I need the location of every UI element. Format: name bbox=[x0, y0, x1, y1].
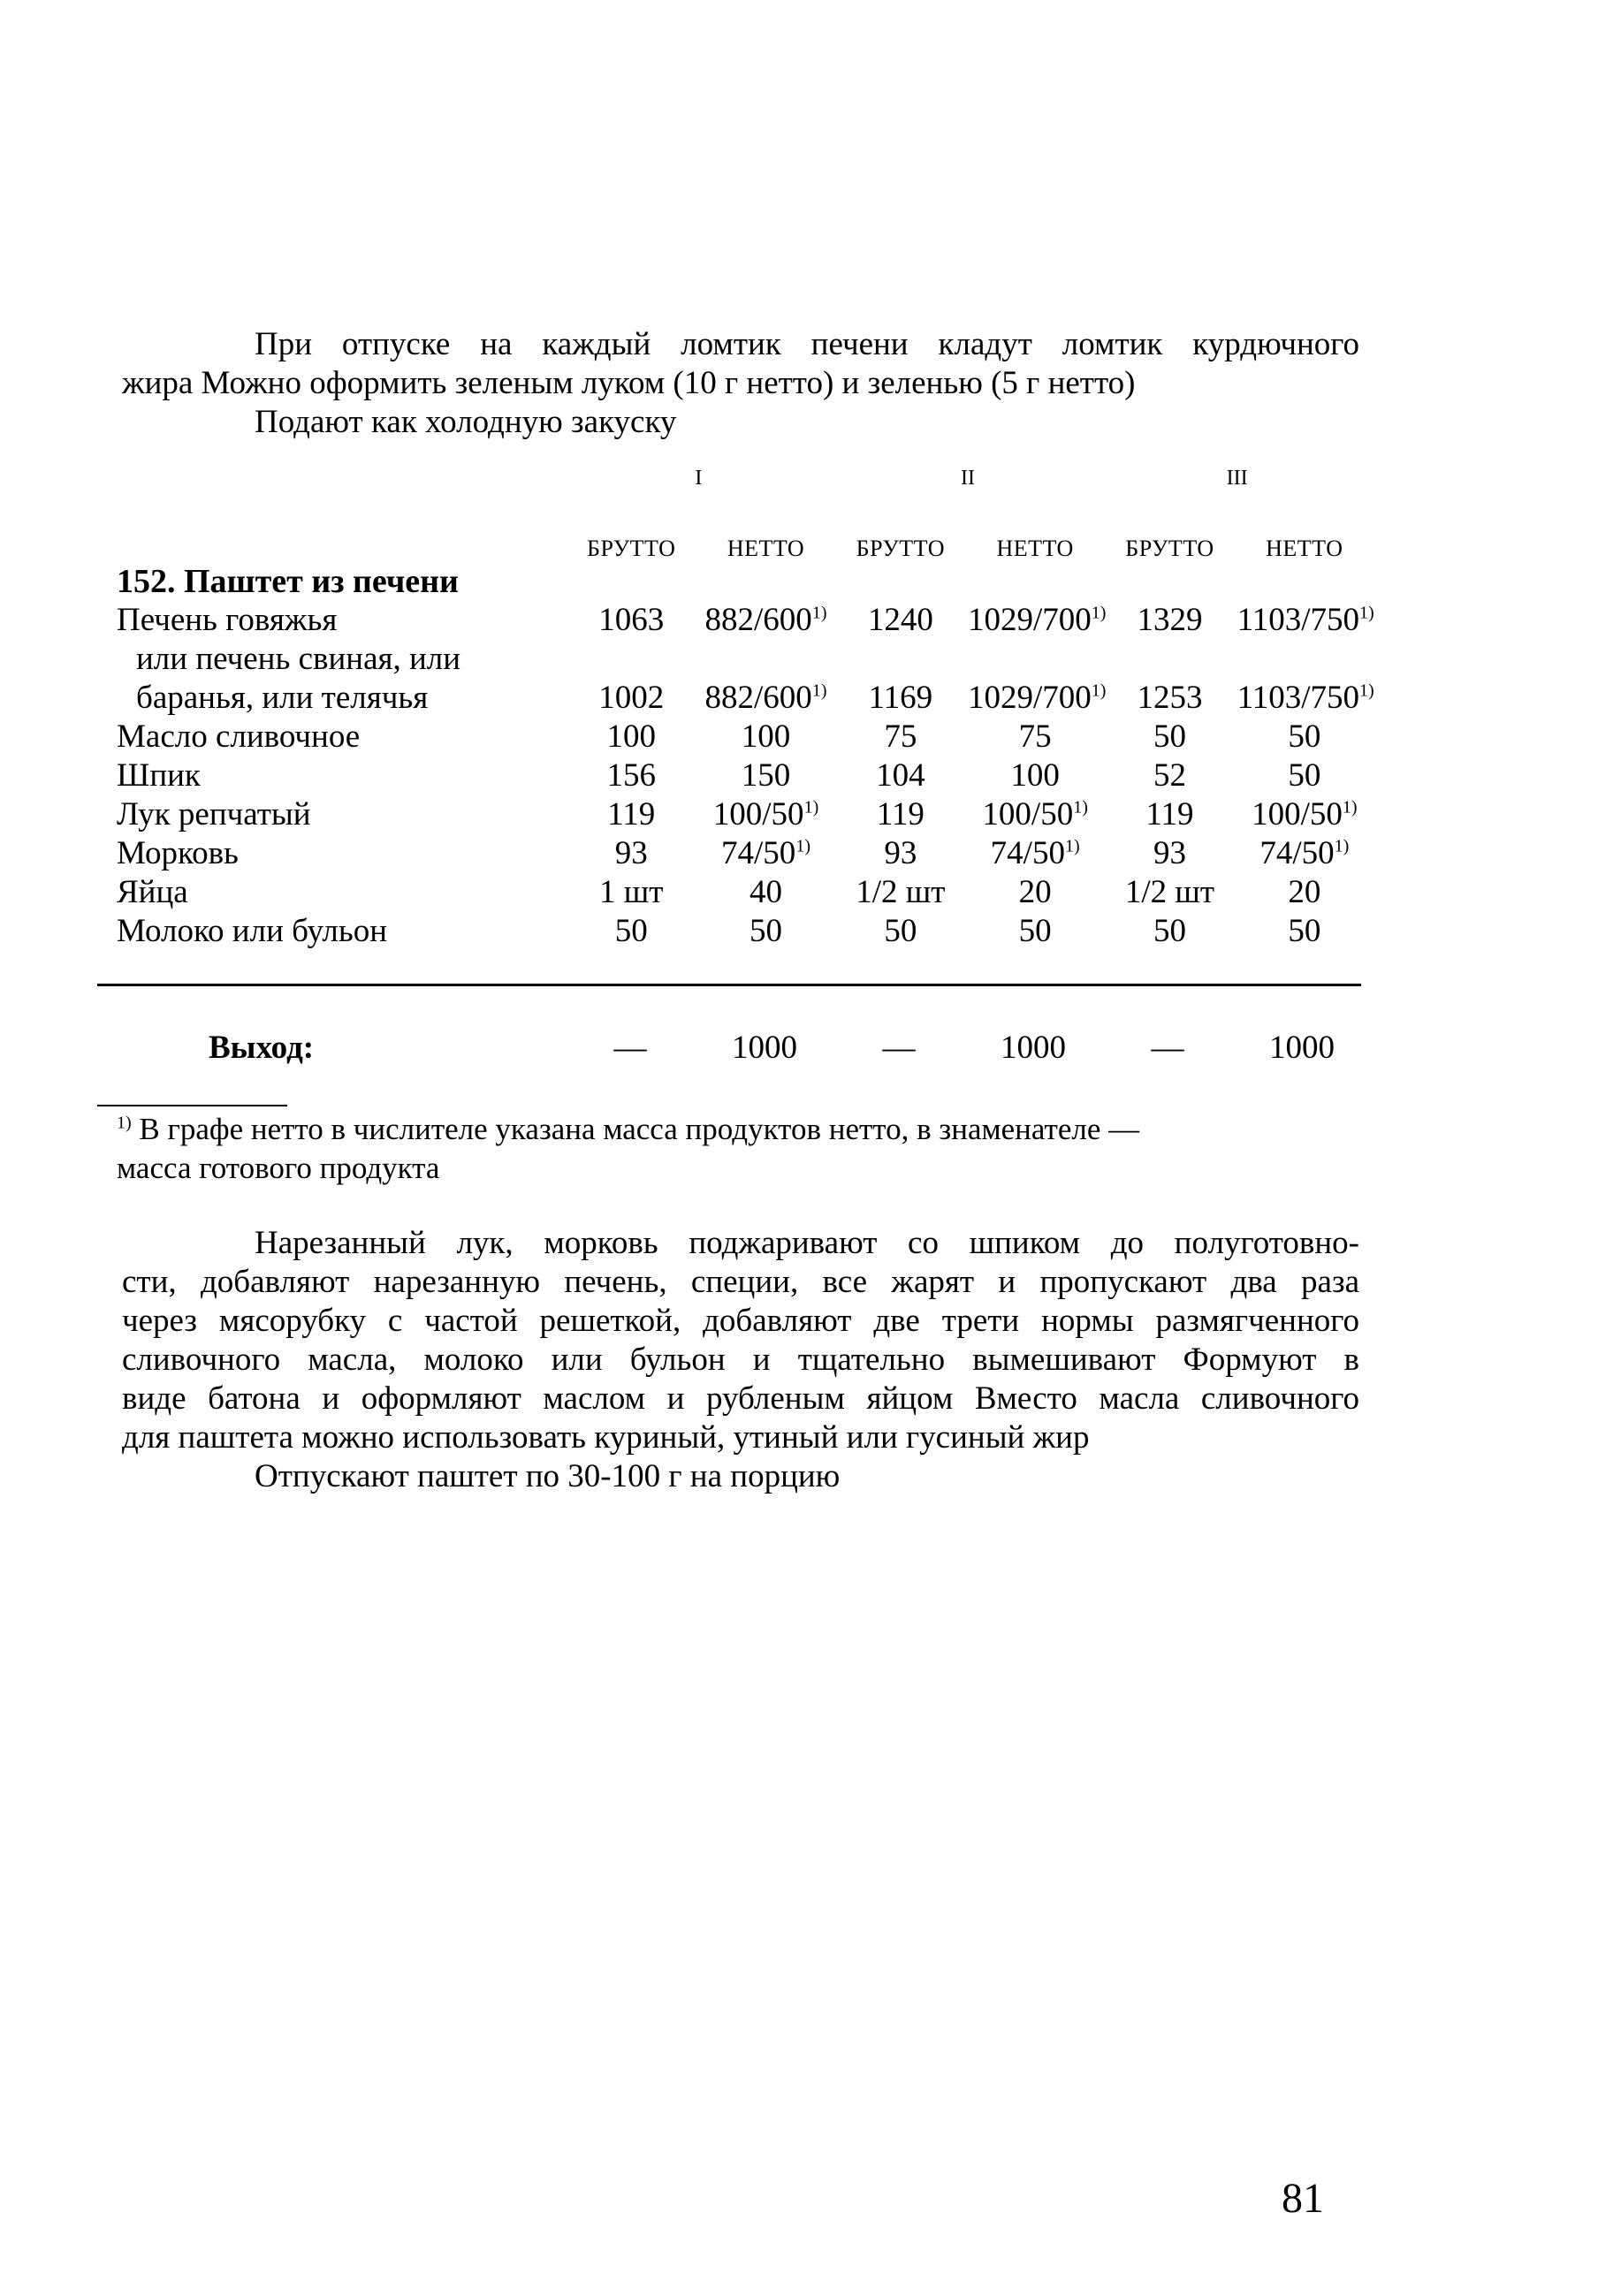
amount-value: 119 bbox=[876, 796, 925, 832]
footnote-reference: 1) bbox=[811, 680, 827, 701]
table-row bbox=[117, 873, 1372, 912]
ingredient-name: Шпик bbox=[117, 757, 201, 794]
amount-value: 75 bbox=[884, 718, 917, 755]
method-line: Нарезанный лук, морковь поджаривают со шпиком до полуготовно- bbox=[255, 1225, 1359, 1261]
ingredient-name: Печень говяжья bbox=[117, 602, 338, 638]
footnote-reference: 1) bbox=[1091, 680, 1107, 701]
amount-value: 50 bbox=[1018, 913, 1052, 949]
yield-value: 1000 bbox=[1269, 1030, 1335, 1066]
footnote bbox=[117, 1110, 1354, 1188]
page-number: 81 bbox=[1282, 2175, 1324, 2222]
amount-value: 93 bbox=[614, 835, 648, 871]
ingredient-amount bbox=[1102, 718, 1237, 756]
amount-value: 93 bbox=[1153, 835, 1186, 871]
table-rule bbox=[97, 984, 1361, 986]
footnote-rule bbox=[97, 1105, 287, 1106]
amount-value: 1240 bbox=[867, 602, 933, 638]
ingredient-amount bbox=[698, 640, 833, 679]
ingredient-amount bbox=[833, 795, 968, 834]
ingredient-amount bbox=[564, 601, 698, 640]
ingredient-name: Масло сливочное bbox=[117, 718, 361, 755]
method-paragraph bbox=[122, 1224, 1359, 1496]
yield-value: 1000 bbox=[1001, 1030, 1066, 1066]
ingredient-amount bbox=[698, 873, 833, 912]
column-group-row bbox=[117, 467, 1372, 518]
amount-value: 100/50 bbox=[982, 796, 1074, 832]
ingredient-amount bbox=[698, 718, 833, 756]
amount-value: 50 bbox=[750, 913, 783, 949]
ingredient-amount bbox=[1102, 601, 1237, 640]
table-row bbox=[117, 912, 1372, 951]
amount-value: 1169 bbox=[868, 680, 933, 716]
ingredient-amount bbox=[968, 718, 1102, 756]
amount-value: 50 bbox=[614, 913, 648, 949]
table-row bbox=[117, 601, 1372, 640]
amount-value: 1/2 шт bbox=[1124, 874, 1215, 910]
table-row bbox=[117, 834, 1372, 873]
amount-value: 100/50 bbox=[712, 796, 804, 832]
footnote-reference: 1) bbox=[1064, 836, 1080, 856]
subheader-row bbox=[117, 518, 1372, 562]
ingredient-amount bbox=[833, 640, 968, 679]
amount-value: 20 bbox=[1288, 874, 1321, 910]
ingredient-amount bbox=[698, 912, 833, 951]
footnote-reference: 1) bbox=[1359, 680, 1374, 701]
amount-value: 52 bbox=[1153, 757, 1186, 794]
ingredient-amount bbox=[564, 795, 698, 834]
column-subheader: НЕТТО bbox=[727, 536, 805, 561]
footnote-reference: 1) bbox=[795, 836, 810, 856]
amount-value: 150 bbox=[741, 757, 791, 794]
ingredient-name: Яйца bbox=[117, 874, 188, 910]
ingredient-amount bbox=[1237, 912, 1372, 951]
yield-value: — bbox=[613, 1030, 647, 1066]
footnote-text: В графе нетто в числителе указана масса продуктов нетто, в знаменателе — bbox=[139, 1112, 1140, 1146]
amount-value: 1103/750 bbox=[1237, 602, 1360, 638]
column-subheader: БРУТТО bbox=[856, 536, 945, 561]
footnote-reference: 1) bbox=[1359, 603, 1374, 623]
column-subheader: НЕТТО bbox=[1266, 536, 1343, 561]
ingredient-amount bbox=[968, 795, 1102, 834]
amount-value: 100 bbox=[606, 718, 656, 755]
ingredient-amount bbox=[1102, 756, 1237, 795]
amount-value: 1063 bbox=[598, 602, 665, 638]
ingredient-amount bbox=[968, 912, 1102, 951]
ingredient-amount bbox=[833, 873, 968, 912]
amount-value: 100/50 bbox=[1252, 796, 1343, 832]
intro-line: Подают как холодную закуску bbox=[255, 404, 677, 440]
ingredient-amount bbox=[698, 795, 833, 834]
method-line: виде батона и оформляют маслом и рубленым яйцом Вместо масла сливочного bbox=[122, 1380, 1359, 1417]
ingredient-amount bbox=[1102, 679, 1237, 718]
amount-value: 100 bbox=[741, 718, 791, 755]
amount-value: 50 bbox=[884, 913, 917, 949]
amount-value: 1253 bbox=[1137, 680, 1203, 716]
column-group-label: II bbox=[961, 467, 975, 490]
intro-line: При отпуске на каждый ломтик печени кладут ломтик курдючного bbox=[255, 326, 1359, 362]
ingredient-amount bbox=[968, 834, 1102, 873]
intro-line: жира Можно оформить зеленым луком (10 г нетто) и зеленью (5 г нетто) bbox=[122, 365, 1136, 401]
method-line: для паштета можно использовать куриный, утиный или гусиный жир bbox=[122, 1419, 1090, 1456]
ingredient-amount bbox=[564, 679, 698, 718]
ingredient-amount bbox=[967, 679, 1107, 718]
amount-value: 1329 bbox=[1137, 602, 1203, 638]
ingredient-name: или печень свиная, или bbox=[136, 641, 461, 677]
table-row bbox=[117, 795, 1372, 834]
amount-value: 156 bbox=[606, 757, 656, 794]
amount-value: 74/50 bbox=[1259, 835, 1335, 871]
ingredient-amount bbox=[833, 679, 968, 718]
ingredient-amount bbox=[1102, 834, 1237, 873]
column-group-label: I bbox=[695, 467, 703, 490]
ingredient-amount bbox=[564, 718, 698, 756]
footnote-mark: 1) bbox=[117, 1113, 132, 1133]
ingredient-amount bbox=[1237, 679, 1372, 718]
ingredient-rows bbox=[117, 601, 1372, 951]
ingredient-amount bbox=[1237, 718, 1372, 756]
amount-value: 20 bbox=[1018, 874, 1052, 910]
ingredient-amount bbox=[833, 912, 968, 951]
ingredient-amount bbox=[833, 756, 968, 795]
ingredient-name: Лук репчатый bbox=[117, 796, 311, 832]
amount-value: 74/50 bbox=[721, 835, 796, 871]
amount-value: 50 bbox=[1288, 757, 1321, 794]
yield-label: Выход: bbox=[209, 1030, 315, 1066]
footnote-reference: 1) bbox=[1334, 836, 1350, 856]
ingredient-name: Молоко или бульон bbox=[117, 913, 388, 949]
amount-value: 1029/700 bbox=[967, 602, 1092, 638]
ingredient-amount bbox=[1237, 601, 1372, 640]
method-line: через мясорубку с частой решеткой, добавляют две трети нормы размягченного bbox=[122, 1303, 1359, 1339]
ingredient-name: Морковь bbox=[117, 835, 239, 871]
footnote-reference: 1) bbox=[1342, 797, 1358, 817]
column-subheader: БРУТТО bbox=[1125, 536, 1214, 561]
ingredient-name: баранья, или телячья bbox=[136, 680, 429, 716]
amount-value: 50 bbox=[1288, 913, 1321, 949]
ingredient-amount bbox=[967, 601, 1107, 640]
amount-value: 882/600 bbox=[704, 680, 812, 716]
ingredient-amount bbox=[968, 640, 1102, 679]
amount-value: 74/50 bbox=[990, 835, 1065, 871]
yield-value: — bbox=[882, 1030, 916, 1066]
table-row bbox=[117, 640, 1372, 679]
ingredient-amount bbox=[833, 601, 968, 640]
ingredient-amount bbox=[564, 640, 698, 679]
ingredient-amount bbox=[1102, 873, 1237, 912]
ingredient-amount bbox=[1102, 912, 1237, 951]
ingredient-amount bbox=[1237, 873, 1372, 912]
footnote-reference: 1) bbox=[1073, 797, 1088, 817]
ingredient-amount bbox=[968, 756, 1102, 795]
recipe-title: 152. Паштет из печени bbox=[117, 563, 459, 600]
ingredient-amount bbox=[1102, 795, 1237, 834]
ingredient-amount bbox=[1102, 640, 1237, 679]
amount-value: 1029/700 bbox=[967, 680, 1092, 716]
method-line: сливочного масла, молоко или бульон и тщательно вымешивают Формуют в bbox=[122, 1342, 1359, 1378]
amount-value: 50 bbox=[1153, 913, 1186, 949]
amount-value: 40 bbox=[750, 874, 783, 910]
ingredient-amount bbox=[968, 873, 1102, 912]
ingredient-amount bbox=[698, 834, 833, 873]
method-line: сти, добавляют нарезанную печень, специи, все жарят и пропускают два раза bbox=[122, 1264, 1359, 1300]
amount-value: 882/600 bbox=[704, 602, 812, 638]
ingredient-amount bbox=[564, 873, 698, 912]
ingredient-amount bbox=[1237, 795, 1372, 834]
footnote-line bbox=[117, 1110, 1354, 1149]
ingredient-amount bbox=[564, 834, 698, 873]
ingredient-amount bbox=[1237, 756, 1372, 795]
amount-value: 50 bbox=[1153, 718, 1186, 755]
method-line: Отпускают паштет по 30-100 г на порцию bbox=[255, 1458, 841, 1494]
ingredient-amount bbox=[564, 912, 698, 951]
amount-value: 1/2 шт bbox=[856, 874, 946, 910]
amount-value: 1103/750 bbox=[1237, 680, 1360, 716]
ingredient-amount bbox=[1237, 640, 1372, 679]
ingredient-amount bbox=[698, 756, 833, 795]
amount-value: 119 bbox=[607, 796, 656, 832]
ingredient-amount bbox=[833, 834, 968, 873]
recipe-table bbox=[117, 467, 1372, 951]
ingredient-amount bbox=[833, 718, 968, 756]
footnote-reference: 1) bbox=[1091, 603, 1107, 623]
column-group-label: III bbox=[1226, 467, 1248, 490]
table-row bbox=[117, 679, 1372, 718]
amount-value: 75 bbox=[1018, 718, 1052, 755]
amount-value: 93 bbox=[884, 835, 917, 871]
ingredient-amount bbox=[698, 679, 833, 718]
amount-value: 100 bbox=[1010, 757, 1060, 794]
amount-value: 1 шт bbox=[598, 874, 664, 910]
column-subheader: НЕТТО bbox=[996, 536, 1074, 561]
yield-value: 1000 bbox=[732, 1030, 797, 1066]
amount-value: 119 bbox=[1145, 796, 1194, 832]
amount-value: 50 bbox=[1288, 718, 1321, 755]
yield-value: — bbox=[1151, 1030, 1184, 1066]
amount-value: 1002 bbox=[598, 680, 665, 716]
table-row bbox=[117, 718, 1372, 756]
ingredient-amount bbox=[1237, 834, 1372, 873]
ingredient-amount bbox=[698, 601, 833, 640]
footnote-reference: 1) bbox=[803, 797, 819, 817]
column-subheader: БРУТТО bbox=[587, 536, 676, 561]
ingredient-amount bbox=[564, 756, 698, 795]
footnote-reference: 1) bbox=[811, 603, 827, 623]
amount-value: 104 bbox=[876, 757, 925, 794]
table-row bbox=[117, 756, 1372, 795]
intro-paragraph bbox=[122, 325, 1359, 442]
footnote-line: масса готового продукта bbox=[117, 1151, 440, 1185]
